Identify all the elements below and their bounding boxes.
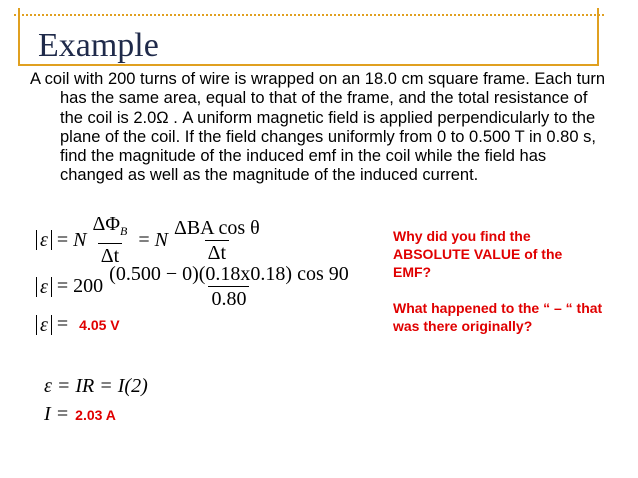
flux-subscript: B bbox=[120, 224, 128, 238]
equation-current-result bbox=[44, 403, 116, 426]
slide-title: Example bbox=[38, 27, 159, 64]
turns-symbol: N bbox=[73, 228, 87, 251]
frame-right-bar bbox=[597, 8, 599, 64]
area-fraction-denominator: Δt bbox=[205, 240, 229, 264]
equals-sign: = bbox=[56, 313, 69, 335]
equals-sign: = bbox=[56, 275, 69, 297]
turns-symbol: N bbox=[154, 228, 168, 251]
emf-abs-lhs: ε bbox=[36, 230, 52, 250]
emf-abs-lhs: ε bbox=[36, 277, 52, 297]
ohms-law-expression: ε = IR = I(2) bbox=[44, 375, 148, 397]
delta-flux: ΔΦ bbox=[92, 213, 120, 235]
equation-emf-substitution bbox=[36, 263, 355, 310]
turns-value: 200 bbox=[73, 275, 104, 297]
frame-top-dotted-line bbox=[14, 14, 604, 16]
equation-emf-result bbox=[36, 313, 120, 336]
substitution-denominator: 0.80 bbox=[208, 286, 249, 310]
substitution-fraction bbox=[106, 263, 352, 310]
current-lhs: I = bbox=[44, 403, 70, 425]
area-fraction-numerator: ΔBA cos θ bbox=[173, 216, 260, 239]
problem-statement: A coil with 200 turns of wire is wrapped on an 18.0 cm square frame. Each turn has the same area, equal to that of the frame, and the total resistance of the coil is 2.0Ω . A uniform magnetic field is applied perpendicularly to the plane of the coil. If the field changes uniformly from 0 to 0.500 T in 0.80 s, find the magnitude of the induced emf in the coil while the field has changed as well as the magnitude of the induced current. bbox=[30, 70, 606, 185]
flux-fraction bbox=[90, 213, 131, 267]
note-absolute-value: Why did you find the ABSOLUTE VALUE of the EMF? bbox=[393, 228, 563, 280]
equation-emf-formula bbox=[36, 213, 266, 267]
frame-left-bar bbox=[18, 8, 20, 64]
flux-fraction-numerator bbox=[90, 213, 131, 243]
emf-answer: 4.05 V bbox=[79, 316, 120, 333]
emf-abs-lhs: ε bbox=[36, 315, 52, 335]
equals-sign: = bbox=[56, 228, 69, 251]
equation-ohms-law bbox=[44, 375, 148, 398]
note-negative-sign: What happened to the “ – “ that was there originally? bbox=[393, 300, 603, 334]
flux-fraction-denominator: Δt bbox=[98, 243, 122, 267]
equals-sign: = bbox=[138, 228, 150, 251]
current-answer: 2.03 A bbox=[75, 406, 116, 423]
substitution-numerator: (0.500 − 0)(0.18x0.18) cos 90 bbox=[109, 263, 349, 285]
area-fraction bbox=[171, 217, 263, 264]
